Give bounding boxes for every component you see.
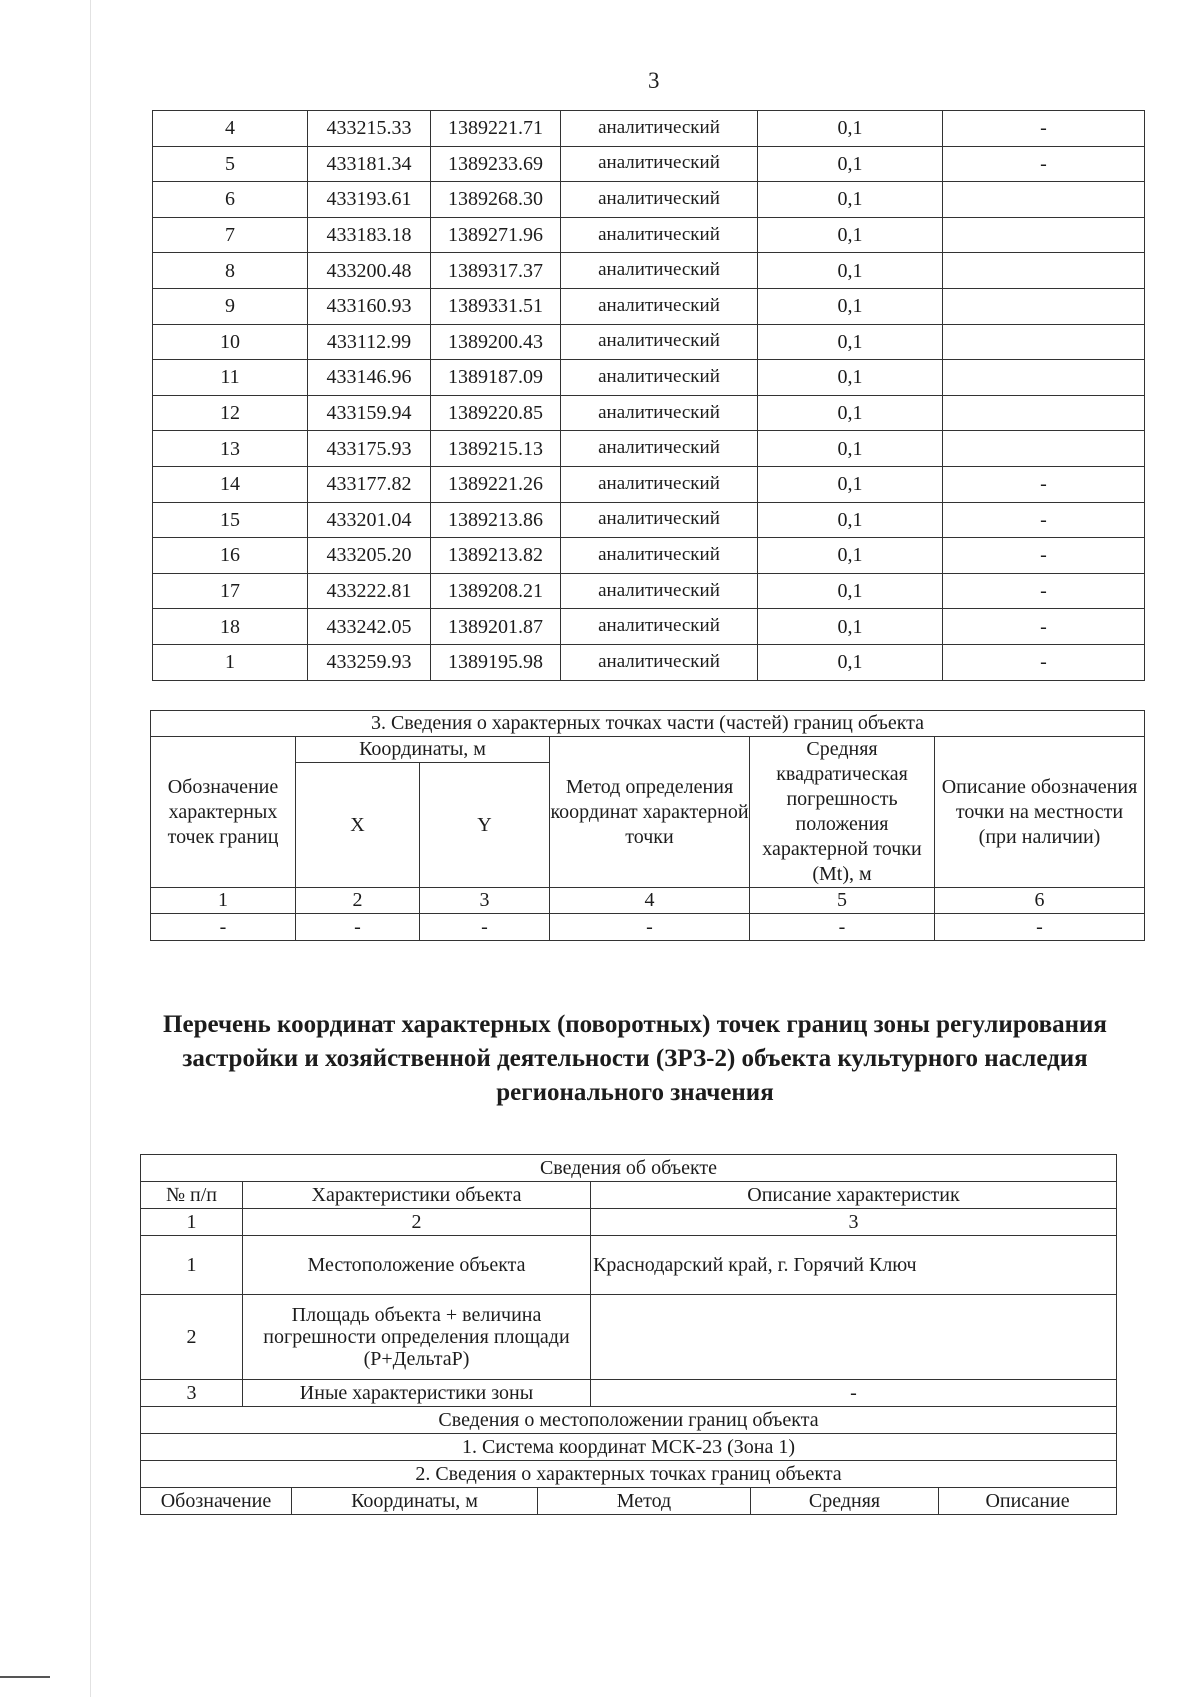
error-value: 0,1 [758,182,943,218]
column-number: 5 [750,888,935,914]
object-info-table [140,1154,1117,1515]
method: аналитический [561,182,758,218]
header-characteristics-description: Описание характеристик [591,1182,1117,1209]
table-row [153,146,1145,182]
empty-cell: - [750,914,935,941]
coordinate-y: 1389221.26 [431,466,561,502]
header-y: Y [420,763,550,888]
empty-cell: - [296,914,420,941]
table-row [153,395,1145,431]
description [943,217,1145,253]
column-number: 1 [141,1209,243,1236]
table-row [153,360,1145,396]
description [943,288,1145,324]
error-value: 0,1 [758,644,943,680]
description [943,431,1145,467]
bottom-header-method: Метод [538,1488,751,1514]
point-number: 10 [153,324,308,360]
description [943,395,1145,431]
column-number: 4 [550,888,750,914]
method: аналитический [561,538,758,574]
coordinate-y: 1389213.86 [431,502,561,538]
error-value: 0,1 [758,502,943,538]
point-number: 11 [153,360,308,396]
description: - [943,502,1145,538]
table-row [153,466,1145,502]
point-number: 9 [153,288,308,324]
table-row [153,324,1145,360]
method: аналитический [561,395,758,431]
coordinate-y: 1389195.98 [431,644,561,680]
table-row [153,111,1145,147]
coordinate-x: 433175.93 [308,431,431,467]
point-number: 1 [153,644,308,680]
header-num: № п/п [141,1182,243,1209]
empty-cell: - [935,914,1145,941]
point-number: 17 [153,573,308,609]
table-row [153,573,1145,609]
description [943,182,1145,218]
method: аналитический [561,324,758,360]
bottom-header-coordinates: Координаты, м [292,1488,538,1514]
table-row [153,609,1145,645]
boundary-points-table [152,110,1145,681]
column-number: 3 [420,888,550,914]
row-number: 1 [141,1236,243,1295]
points-section-title: 2. Сведения о характерных точках границ объекта [141,1461,1117,1488]
point-number: 15 [153,502,308,538]
part-boundary-points-table [150,710,1145,941]
point-number: 5 [153,146,308,182]
coordinate-x: 433215.33 [308,111,431,147]
table-row [153,217,1145,253]
coordinate-x: 433193.61 [308,182,431,218]
header-designation: Обозначение характерных точек границ [151,737,296,888]
column-number: 2 [243,1209,591,1236]
method: аналитический [561,573,758,609]
description: - [943,573,1145,609]
error-value: 0,1 [758,253,943,289]
coordinate-y: 1389331.51 [431,288,561,324]
method: аналитический [561,111,758,147]
zone-coordinates-title: Перечень координат характерных (поворотных) точек границ зоны регулирования застройки и хозяйственной деятельности (ЗРЗ-2) объекта культурного наследия регионального значения [163,1011,1107,1106]
column-number: 1 [151,888,296,914]
error-value: 0,1 [758,146,943,182]
point-number: 6 [153,182,308,218]
error-value: 0,1 [758,288,943,324]
coordinate-x: 433146.96 [308,360,431,396]
description: - [943,609,1145,645]
table-row [153,288,1145,324]
error-value: 0,1 [758,111,943,147]
method: аналитический [561,431,758,467]
coordinate-y: 1389213.82 [431,538,561,574]
coordinate-x: 433242.05 [308,609,431,645]
header-x: X [296,763,420,888]
coordinate-x: 433181.34 [308,146,431,182]
part-section-title: 3. Сведения о характерных точках части (частей) границ объекта [151,711,1145,737]
method: аналитический [561,253,758,289]
coordinate-y: 1389215.13 [431,431,561,467]
coordinate-x: 433222.81 [308,573,431,609]
coordinate-y: 1389208.21 [431,573,561,609]
coordinate-y: 1389317.37 [431,253,561,289]
coordinate-y: 1389233.69 [431,146,561,182]
boundary-points-body [153,111,1145,681]
bottom-header-error: Средняя [751,1488,939,1514]
method: аналитический [561,146,758,182]
coordinate-x: 433259.93 [308,644,431,680]
method: аналитический [561,502,758,538]
row-label: Иные характеристики зоны [243,1380,591,1407]
page-number: 3 [648,68,660,93]
coordinate-y: 1389220.85 [431,395,561,431]
method: аналитический [561,360,758,396]
column-number: 2 [296,888,420,914]
coordinate-y: 1389221.71 [431,111,561,147]
row-label: Местоположение объекта [243,1236,591,1295]
description [943,360,1145,396]
header-description: Описание обозначения точки на местности (при наличии) [935,737,1145,888]
column-number: 3 [591,1209,1117,1236]
corner-mark [0,1676,50,1678]
point-number: 18 [153,609,308,645]
row-number: 2 [141,1295,243,1380]
bottom-header-designation: Обозначение [141,1488,292,1514]
description: - [943,466,1145,502]
method: аналитический [561,644,758,680]
method: аналитический [561,217,758,253]
point-number: 12 [153,395,308,431]
method: аналитический [561,288,758,324]
table-row [153,431,1145,467]
coordinate-x: 433177.82 [308,466,431,502]
table-row [153,253,1145,289]
point-number: 8 [153,253,308,289]
point-number: 4 [153,111,308,147]
description [943,253,1145,289]
error-value: 0,1 [758,395,943,431]
header-characteristics: Характеристики объекта [243,1182,591,1209]
description: - [943,538,1145,574]
method: аналитический [561,466,758,502]
coordinate-system: 1. Система координат МСК-23 (Зона 1) [141,1434,1117,1461]
coordinate-x: 433183.18 [308,217,431,253]
method: аналитический [561,609,758,645]
header-error: Средняя квадратическая погрешность положения характерной точки (Mt), м [750,737,935,888]
point-number: 16 [153,538,308,574]
coordinate-x: 433112.99 [308,324,431,360]
coordinate-y: 1389201.87 [431,609,561,645]
row-number: 3 [141,1380,243,1407]
error-value: 0,1 [758,431,943,467]
description: - [943,111,1145,147]
empty-cell: - [550,914,750,941]
location-section-title: Сведения о местоположении границ объекта [141,1407,1117,1434]
column-number: 6 [935,888,1145,914]
empty-cell: - [151,914,296,941]
row-label: Площадь объекта + величина погрешности определения площади (Р+ДельтаР) [243,1295,591,1380]
error-value: 0,1 [758,466,943,502]
error-value: 0,1 [758,217,943,253]
coordinate-x: 433200.48 [308,253,431,289]
header-coordinates: Координаты, м [296,737,550,763]
table-row [153,502,1145,538]
error-value: 0,1 [758,538,943,574]
row-value: Краснодарский край, г. Горячий Ключ [591,1236,1117,1295]
bottom-header-row [141,1488,1117,1515]
point-number: 14 [153,466,308,502]
point-number: 13 [153,431,308,467]
error-value: 0,1 [758,609,943,645]
error-value: 0,1 [758,324,943,360]
error-value: 0,1 [758,360,943,396]
point-number: 7 [153,217,308,253]
header-method: Метод определения координат характерной точки [550,737,750,888]
coordinate-x: 433205.20 [308,538,431,574]
coordinate-y: 1389187.09 [431,360,561,396]
coordinate-y: 1389200.43 [431,324,561,360]
object-table-title: Сведения об объекте [141,1155,1117,1182]
bottom-header-description: Описание [985,1490,1070,1512]
coordinate-y: 1389268.30 [431,182,561,218]
row-value [591,1295,1117,1380]
coordinate-y: 1389271.96 [431,217,561,253]
empty-cell: - [420,914,550,941]
description [943,324,1145,360]
coordinate-x: 433159.94 [308,395,431,431]
description: - [943,146,1145,182]
description: - [943,644,1145,680]
coordinate-x: 433160.93 [308,288,431,324]
page-margin-line [90,0,91,1697]
error-value: 0,1 [758,573,943,609]
table-row [153,538,1145,574]
table-row [153,182,1145,218]
coordinate-x: 433201.04 [308,502,431,538]
row-value: - [591,1380,1117,1407]
table-row [153,644,1145,680]
